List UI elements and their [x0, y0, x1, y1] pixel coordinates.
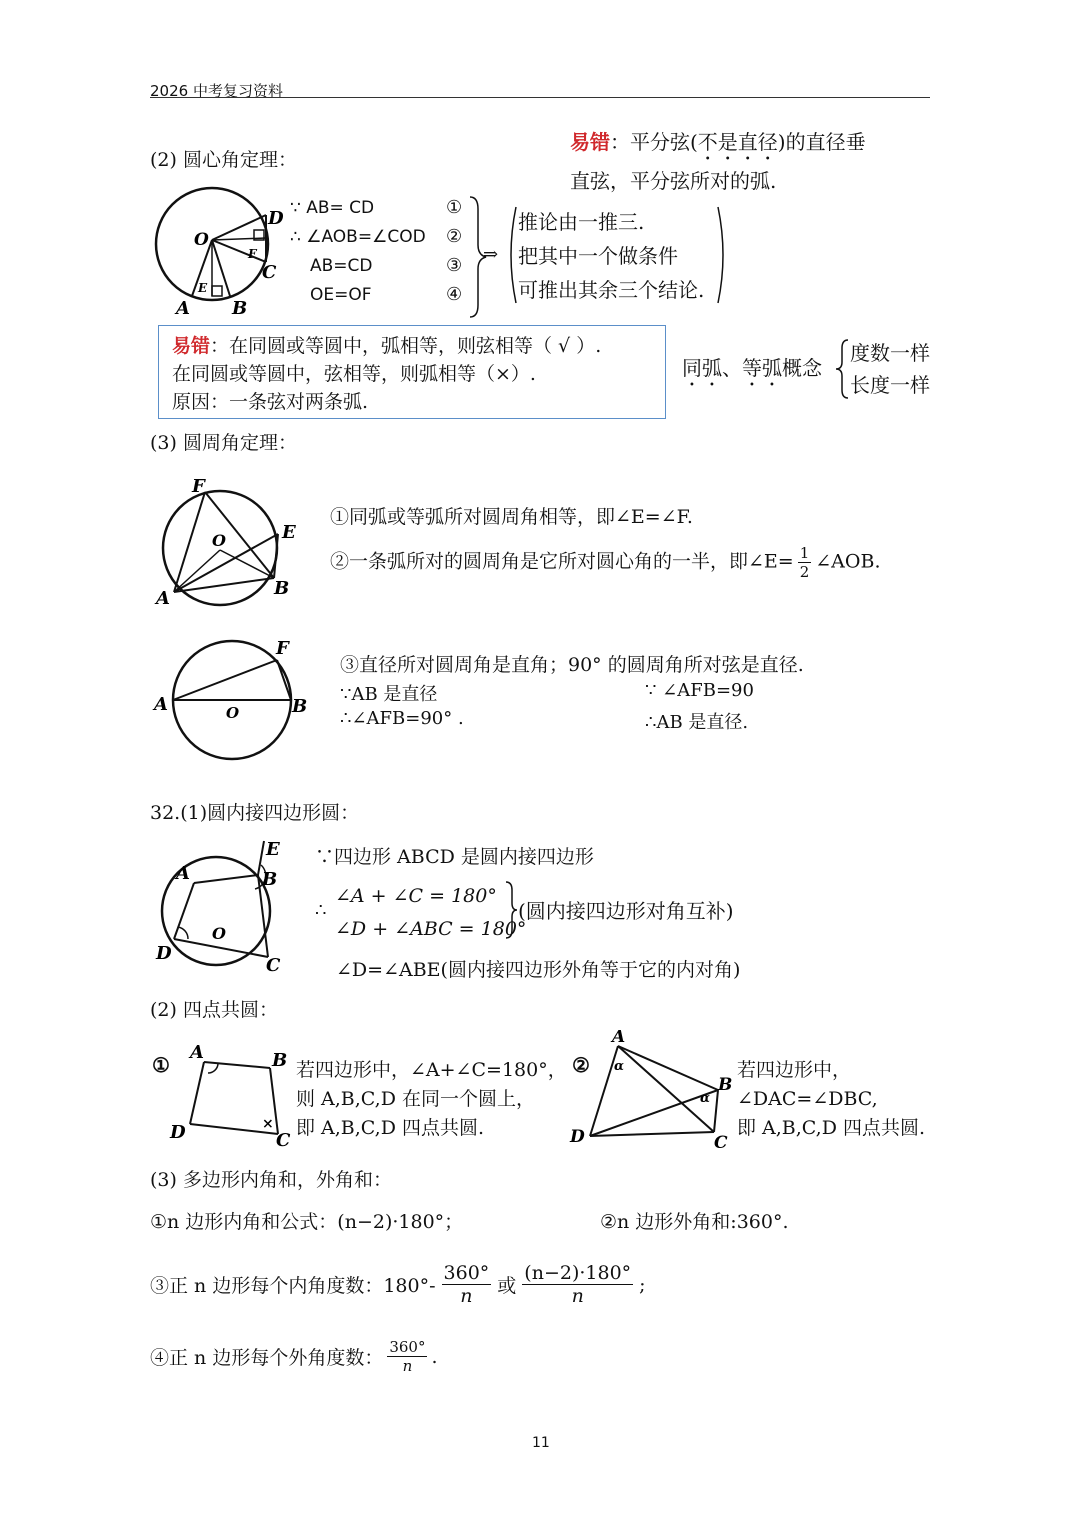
section-central-angle-title: (2) 圆心角定理：	[150, 149, 297, 171]
label-O3: O	[226, 704, 240, 722]
label-B3: B	[292, 696, 308, 717]
f3-end: ;	[639, 1273, 646, 1296]
num-2: ②	[446, 226, 463, 247]
cyclic-note: (圆内接四边形对角互补)	[518, 899, 734, 923]
concept-degree: 度数一样	[850, 341, 930, 365]
concept-equal-arc: 等弧	[742, 356, 782, 380]
label-B6: B	[718, 1075, 733, 1095]
alpha-a: α	[614, 1059, 625, 1074]
concept-sep: 、	[722, 356, 742, 380]
central-angle-figure	[150, 180, 290, 320]
concyclic-marker-1: ①	[152, 1053, 170, 1077]
label-D6: D	[570, 1127, 585, 1147]
infer-line2: 把其中一个做条件	[518, 244, 678, 268]
label-A5: A	[190, 1042, 204, 1063]
infer-line3: 可推出其余三个结论.	[518, 278, 705, 302]
f3-fraction-2	[522, 1262, 633, 1307]
label-F: F	[248, 247, 257, 261]
cyclic-brace	[504, 880, 518, 940]
f4-den: n	[402, 1357, 413, 1375]
num-3: ③	[446, 255, 463, 276]
cyclic-quad-figure	[150, 835, 300, 975]
page-header: 2026 中考复习资料	[150, 82, 283, 100]
box-line3: 原因：一条弦对两条弧.	[172, 391, 369, 413]
inscribed-line1: ①同弧或等弧所对圆周角相等，即∠E=∠F.	[330, 506, 693, 528]
box-line2: 在同圆或等圆中，弦相等，则弧相等（×）.	[172, 363, 536, 385]
label-A4: A	[176, 863, 190, 884]
header-rule	[150, 97, 930, 98]
f3-den2: n	[571, 1285, 584, 1307]
label-A3: A	[154, 694, 168, 715]
line2-text: ②一条弧所对的圆周角是它所对圆心角的一半，即∠E=	[330, 550, 794, 573]
label-A2: A	[156, 588, 170, 609]
eq-d-abc: ∠D + ∠ABC = 180°	[335, 918, 527, 940]
polygon-f3	[150, 1262, 646, 1307]
note-paren: (不是直径)	[690, 130, 786, 154]
label-D: D	[268, 208, 284, 229]
equation-numbers	[446, 193, 462, 309]
section-concyclic-title: (2) 四点共圆：	[150, 999, 278, 1021]
label-C6: C	[714, 1133, 728, 1153]
concept-word: 概念	[782, 356, 822, 380]
alpha-b: α	[700, 1091, 711, 1106]
note-rest: 的直径垂	[785, 130, 866, 154]
num-4: ④	[446, 284, 463, 305]
one-half-fraction	[798, 544, 812, 581]
label-C: C	[262, 262, 277, 283]
label-F2: F	[192, 476, 205, 497]
section-inscribed-angle-title: (3) 圆周角定理：	[150, 432, 297, 454]
eq-because: ∵ AB= CD	[290, 198, 375, 218]
diameter-l4a: ∵AB 是直径	[340, 684, 438, 705]
cyclic-l3: ∠D=∠ABE(圆内接四边形外角等于它的内对角)	[336, 959, 741, 981]
box-line1: ：在同圆或等圆中，弧相等，则弦相等（ √ ）.	[210, 335, 602, 357]
half-den: 2	[799, 563, 810, 581]
label-O: O	[194, 230, 209, 250]
error-label: 易错	[570, 130, 610, 154]
concyclic-a1: 若四边形中，∠A+∠C=180°，	[296, 1059, 567, 1081]
concyclic-marker-2: ②	[572, 1053, 590, 1077]
concyclic-text-2	[737, 1056, 925, 1143]
angle-mark-x: ×	[262, 1116, 274, 1132]
label-A: A	[176, 298, 190, 319]
f3-or: 或	[497, 1275, 517, 1297]
cyclic-therefore: ∴	[315, 900, 327, 921]
diameter-l4b: ∵ ∠AFB=90	[645, 680, 754, 701]
f3-num1: 360°	[443, 1262, 490, 1284]
section-polygon-title: (3) 多边形内角和，外角和：	[150, 1169, 392, 1191]
diameter-l5b: ∴AB 是直径.	[645, 712, 749, 733]
central-angle-equations	[290, 194, 426, 310]
f4-text: ④正 n 边形每个外角度数：	[150, 1347, 384, 1369]
f3-num2: (n−2)·180°	[524, 1262, 632, 1284]
cyclic-quad-l1: ∵四边形 ABCD 是圆内接四边形	[315, 846, 594, 868]
label-E2: E	[282, 522, 296, 543]
label-A6: A	[612, 1030, 626, 1047]
concyclic-b3: 即 A,B,C,D 四点共圆.	[737, 1117, 926, 1139]
label-O4: O	[212, 924, 226, 943]
concept-length: 长度一样	[850, 373, 930, 397]
polygon-f1: ①n 边形内角和公式：(n−2)·180°；	[150, 1211, 464, 1233]
f3-den1: n	[460, 1285, 473, 1307]
line2-end: ∠AOB.	[815, 550, 881, 573]
label-C5: C	[276, 1130, 291, 1150]
inscribed-angle-figure	[150, 470, 310, 615]
concept-brace	[834, 338, 850, 400]
note-line2: 直弦，平分弦所对的弧.	[570, 169, 777, 193]
f4-fraction	[387, 1338, 427, 1375]
error-note-top	[570, 126, 866, 197]
note-text: ：平分弦	[610, 130, 690, 154]
label-B: B	[232, 298, 248, 319]
f3-fraction-1	[442, 1262, 492, 1307]
label-B5: B	[272, 1050, 288, 1071]
error-box-text	[172, 332, 601, 416]
label-B2: B	[274, 578, 290, 599]
concyclic-figure-1	[168, 1040, 296, 1150]
arc-concept	[682, 352, 822, 391]
eq-a-c: ∠A + ∠C = 180°	[335, 885, 497, 907]
section-cyclic-quad-title: 32.(1)圆内接四边形圆：	[150, 802, 360, 824]
eq-chord: AB=CD	[310, 256, 373, 276]
concyclic-b2: ∠DAC=∠DBC,	[737, 1088, 878, 1110]
label-E4: E	[266, 839, 280, 860]
concept-same-arc: 同弧	[682, 356, 722, 380]
concyclic-text-1	[296, 1056, 567, 1143]
f3-text: ③正 n 边形每个内角度数：180°-	[150, 1275, 436, 1297]
eq-distance: OE=OF	[310, 285, 372, 305]
infer-line1: 推论由一推三.	[518, 210, 645, 234]
f4-end: .	[431, 1345, 438, 1368]
label-O2: O	[212, 531, 226, 550]
diameter-l5a: ∴∠AFB=90° .	[340, 708, 464, 729]
f4-num: 360°	[389, 1338, 426, 1356]
page-number: 11	[532, 1435, 550, 1451]
label-D5: D	[170, 1122, 186, 1143]
eq-therefore: ∴ ∠AOB=∠COD	[290, 227, 426, 247]
polygon-f4	[150, 1338, 438, 1375]
label-D4: D	[156, 943, 172, 964]
inscribed-line3: ③直径所对圆周角是直角；90° 的圆周角所对弦是直径.	[340, 654, 804, 676]
label-C4: C	[266, 955, 281, 975]
inference-text	[518, 205, 704, 307]
cyclic-equations	[335, 880, 526, 946]
num-1: ①	[446, 197, 463, 218]
concyclic-b1: 若四边形中，	[737, 1059, 852, 1081]
label-B4: B	[262, 869, 278, 890]
concept-items	[850, 337, 930, 401]
concyclic-a2: 则 A,B,C,D 在同一个圆上，	[296, 1088, 535, 1110]
concyclic-a3: 即 A,B,C,D 四点共圆.	[296, 1117, 485, 1139]
label-E: E	[198, 281, 208, 295]
polygon-f2: ②n 边形外角和:360°.	[600, 1211, 789, 1233]
box-error-label: 易错	[172, 335, 211, 357]
label-F3: F	[276, 638, 289, 659]
concyclic-figure-2	[568, 1030, 738, 1155]
implies-arrow: ⇒	[483, 244, 499, 265]
inscribed-line2	[330, 544, 881, 581]
half-num: 1	[799, 544, 810, 562]
diameter-figure	[150, 630, 315, 765]
